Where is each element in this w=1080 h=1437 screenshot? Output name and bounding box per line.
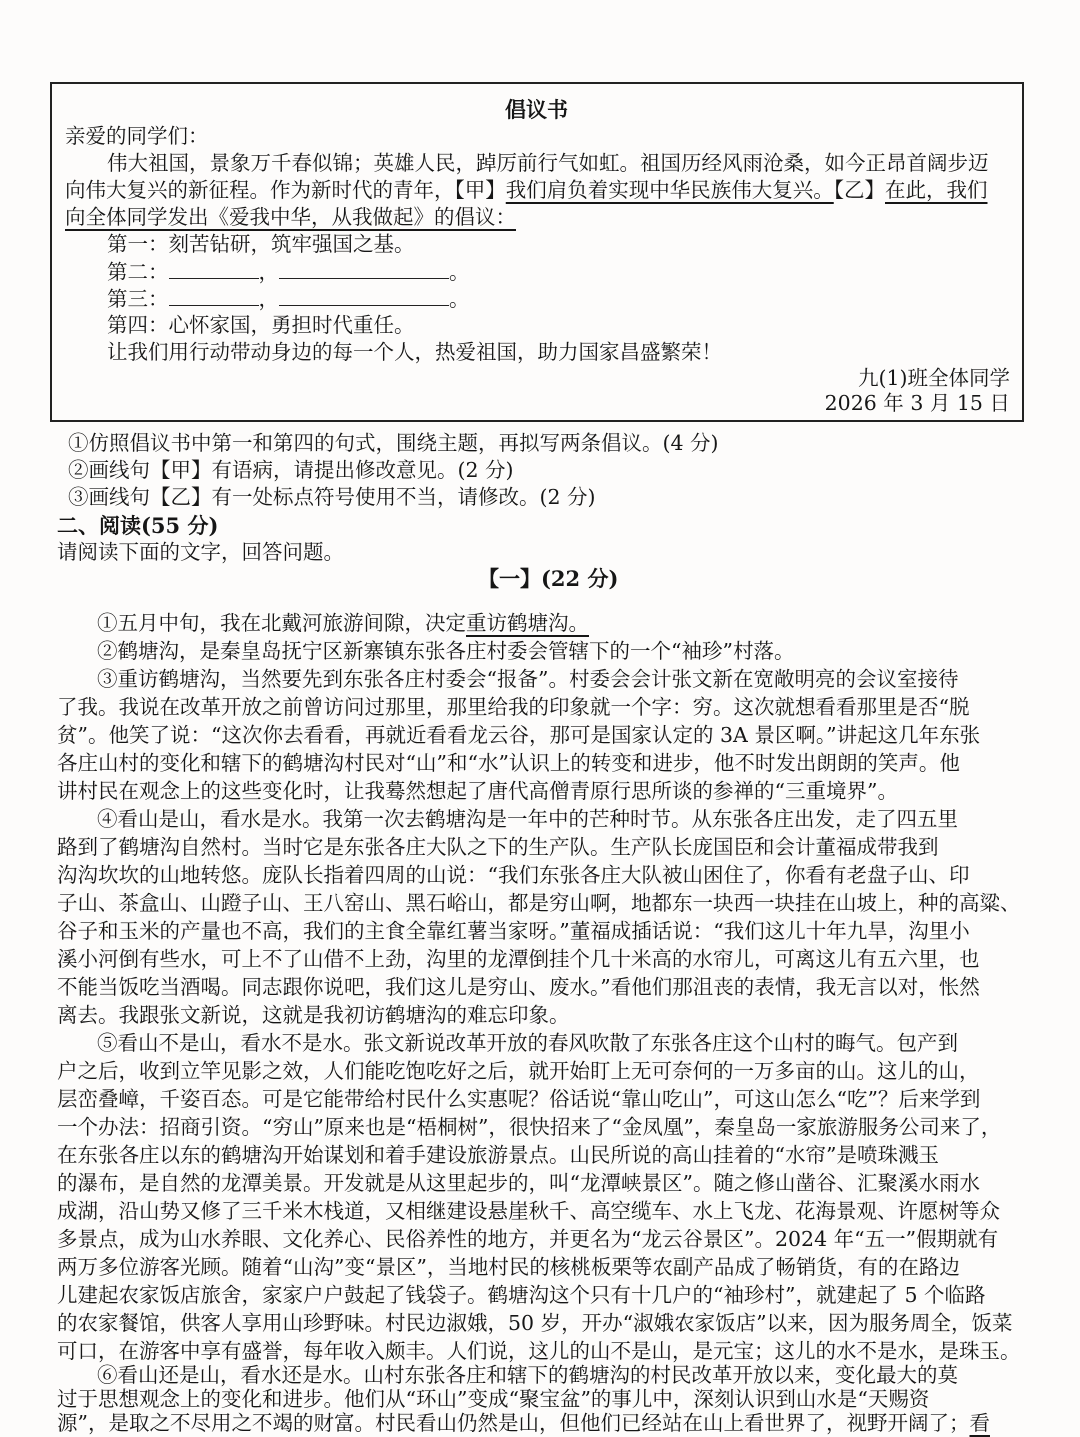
proposal-salutation: 亲爱的同学们： — [65, 124, 209, 148]
article-text: ①五月中旬，我在北戴河旅游间隙，决定 — [97, 611, 466, 635]
article-line: 讲村民在观念上的这些变化时，让我蓦然想起了唐代高僧青原行思所谈的参禅的“三重境界”。 — [57, 779, 898, 803]
article-line: 多景点，成为山水养眼、文化养心、民俗养性的地方，并更名为“龙云谷景区”。2024 年“五一”假期就有 — [57, 1227, 999, 1251]
underlined-sentence-yi-start: 在此，我们 — [885, 178, 988, 202]
article-line: 子山、茶盒山、山蹬子山、王八窑山、黑石峪山，都是穷山啊，地都东一块西一块挂在山坡上，种的高粱、 — [57, 891, 1021, 915]
proposal-marker-yi: 【乙】 — [833, 178, 885, 202]
proposal-item-2 — [107, 258, 470, 286]
item-label: 第二： — [107, 260, 169, 284]
period: 。 — [449, 287, 470, 311]
article-line: 过于思想观念上的变化和进步。他们从“环山”变成“聚宝盆”的事儿中，深刻认识到山水是“天赐资 — [57, 1387, 930, 1411]
article-line — [57, 1410, 990, 1437]
answer-blank[interactable] — [279, 285, 449, 306]
article-paragraph-2: ②鹤塘沟，是秦皇岛抚宁区新寨镇东张各庄村委会管辖下的一个“袖珍”村落。 — [97, 639, 795, 663]
article-line: 一个办法：招商引资。“穷山”原来也是“梧桐树”，很快招来了“金凤凰”，秦皇岛一家旅游服务公司来了， — [57, 1115, 1002, 1139]
answer-blank[interactable] — [169, 285, 259, 306]
proposal-paragraph-line — [65, 177, 988, 204]
article-line: 离去。我跟张文新说，这就是我初访鹤塘沟的难忘印象。 — [57, 1003, 570, 1027]
article-line: ③重访鹤塘沟，当然要先到东张各庄村委会“报备”。村委会会计张文新在宽敞明亮的会议室接待 — [97, 667, 959, 691]
article-line: 不能当饭吃当酒喝。同志跟你说吧，我们这儿是穷山、废水。”看他们那沮丧的表情，我无言以对，怅然 — [57, 975, 980, 999]
article-line: 儿建起农家饭店旅舍，家家户户鼓起了钱袋子。鹤塘沟这个只有十几户的“袖珍村”，就建起了 5 个临路 — [57, 1283, 986, 1307]
section-instruction: 请阅读下面的文字，回答问题。 — [57, 540, 344, 564]
part-title: 【一】(22 分) — [478, 566, 619, 591]
article-line: 谷子和玉米的产量也不高，我们的主食全靠红薯当家呀。”董福成插话说：“我们这儿十年九旱，沟里小 — [57, 919, 970, 943]
question-1: ①仿照倡议书中第一和第四的句式，围绕主题，再拟写两条倡议。(4 分) — [68, 431, 719, 455]
article-line: 的瀑布，是自然的龙潭美景。开发就是从这里起步的，叫“龙潭峡景区”。随之修山凿谷、汇聚溪水雨水 — [57, 1171, 980, 1195]
underlined-sentence-jia: 我们肩负着实现中华民族伟大复兴。 — [505, 178, 834, 202]
item-label: 第三： — [107, 287, 169, 311]
answer-blank[interactable] — [279, 258, 449, 279]
comma: ， — [258, 260, 279, 284]
question-3: ③画线句【乙】有一处标点符号使用不当，请修改。(2 分) — [68, 485, 596, 509]
article-line: ⑤看山不是山，看水不是水。张文新说改革开放的春风吹散了东张各庄这个山村的晦气。包产到 — [97, 1031, 958, 1055]
proposal-signer: 九(1)班全体同学 — [857, 366, 1010, 390]
article-line: 在东张各庄以东的鹤塘沟开始谋划和着手建设旅游景点。山民所说的高山挂着的“水帘”是喷珠溅玉 — [57, 1143, 939, 1167]
proposal-item-4: 第四：心怀家国，勇担时代重任。 — [107, 313, 415, 337]
proposal-item-1: 第一：刻苦钻研，筑牢强国之基。 — [107, 232, 415, 256]
proposal-item-3 — [107, 285, 470, 313]
article-line: 层峦叠嶂，千姿百态。可是它能带给村民什么实惠呢？俗话说“靠山吃山”，可这山怎么“吃”？后来学到 — [57, 1087, 981, 1111]
comma: ， — [258, 287, 279, 311]
proposal-closing: 让我们用行动带动身边的每一个人，热爱祖国，助力国家昌盛繁荣！ — [107, 340, 722, 364]
article-line: 成湖，沿山势又修了三千米木栈道，又相继建设悬崖秋千、高空缆车、水上飞龙、花海景观、许愿树等众 — [57, 1199, 1000, 1223]
underlined-phrase: 重访鹤塘沟。 — [466, 611, 589, 635]
article-line: 路到了鹤塘沟自然村。当时它是东张各庄大队之下的生产队。生产队长庞国臣和会计董福成带我到 — [57, 835, 939, 859]
article-paragraph-1 — [97, 610, 589, 637]
article-line: 的农家餐馆，供客人享用山珍野味。村民边淑娥，50 岁，开办“淑娥农家饭店”以来，因为服务周全，饭菜 — [57, 1311, 1013, 1335]
article-line: 各庄山村的变化和辖下的鹤塘沟村民对“山”和“水”认识上的转变和进步，他不时发出朗朗的笑声。他 — [57, 751, 960, 775]
article-line: 可口，在游客中享有盛誉，每年收入颇丰。人们说，这儿的山不是山，是元宝；这儿的水不是水，是珠玉。 — [57, 1339, 1021, 1363]
section-heading: 二、阅读(55 分) — [57, 513, 219, 538]
question-2: ②画线句【甲】有语病，请提出修改意见。(2 分) — [68, 458, 514, 482]
article-line: 两万多位游客光顾。随着“山沟”变“景区”，当地村民的核桃板栗等农副产品成了畅销货，有的在路边 — [57, 1255, 960, 1279]
proposal-paragraph-line: 伟大祖国，景象万千春似锦；英雄人民，踔厉前行气如虹。祖国历经风雨沧桑，如今正昂首阔步迈 — [107, 151, 989, 175]
answer-blank[interactable] — [169, 258, 259, 279]
proposal-title: 倡议书 — [505, 97, 568, 122]
underlined-sentence: 看 — [969, 1411, 990, 1435]
article-line: 溪小河倒有些水，可上不了山借不上劲，沟里的龙潭倒挂个几十米高的水帘儿，可离这儿有五六里，也 — [57, 947, 980, 971]
article-line: 了我。我说在改革开放之前曾访问过那里，那里给我的印象就一个字：穷。这次就想看看那里是否“脱 — [57, 695, 970, 719]
article-line: 贫”。他笑了说：“这次你去看看，再就近看看龙云谷，那可是国家认定的 3A 景区啊。”讲起这几年东张 — [57, 723, 981, 747]
article-text: 源”，是取之不尽用之不竭的财富。村民看山仍然是山，但他们已经站在山上看世界了，视野开阔了； — [57, 1411, 970, 1435]
article-line: ④看山是山，看水是水。我第一次去鹤塘沟是一年中的芒种时节。从东张各庄出发，走了四五里 — [97, 807, 958, 831]
article-line: 沟沟坎坎的山地转悠。庞队长指着四周的山说：“我们东张各庄大队被山困住了，你看有老盘子山、印 — [57, 863, 970, 887]
underlined-sentence-yi-end: 向全体同学发出《爱我中华，从我做起》的倡议： — [65, 205, 516, 229]
proposal-date: 2026 年 3 月 15 日 — [824, 391, 1010, 415]
article-line: ⑥看山还是山，看水还是水。山村东张各庄和辖下的鹤塘沟的村民改革开放以来，变化最大的莫 — [97, 1363, 958, 1387]
article-line: 户之后，收到立竿见影之效，人们能吃饱吃好之后，就开始盯上无可奈何的一万多亩的山。这儿的山， — [57, 1059, 980, 1083]
proposal-text: 向伟大复兴的新征程。作为新时代的青年，【甲】 — [65, 178, 506, 202]
period: 。 — [449, 260, 470, 284]
